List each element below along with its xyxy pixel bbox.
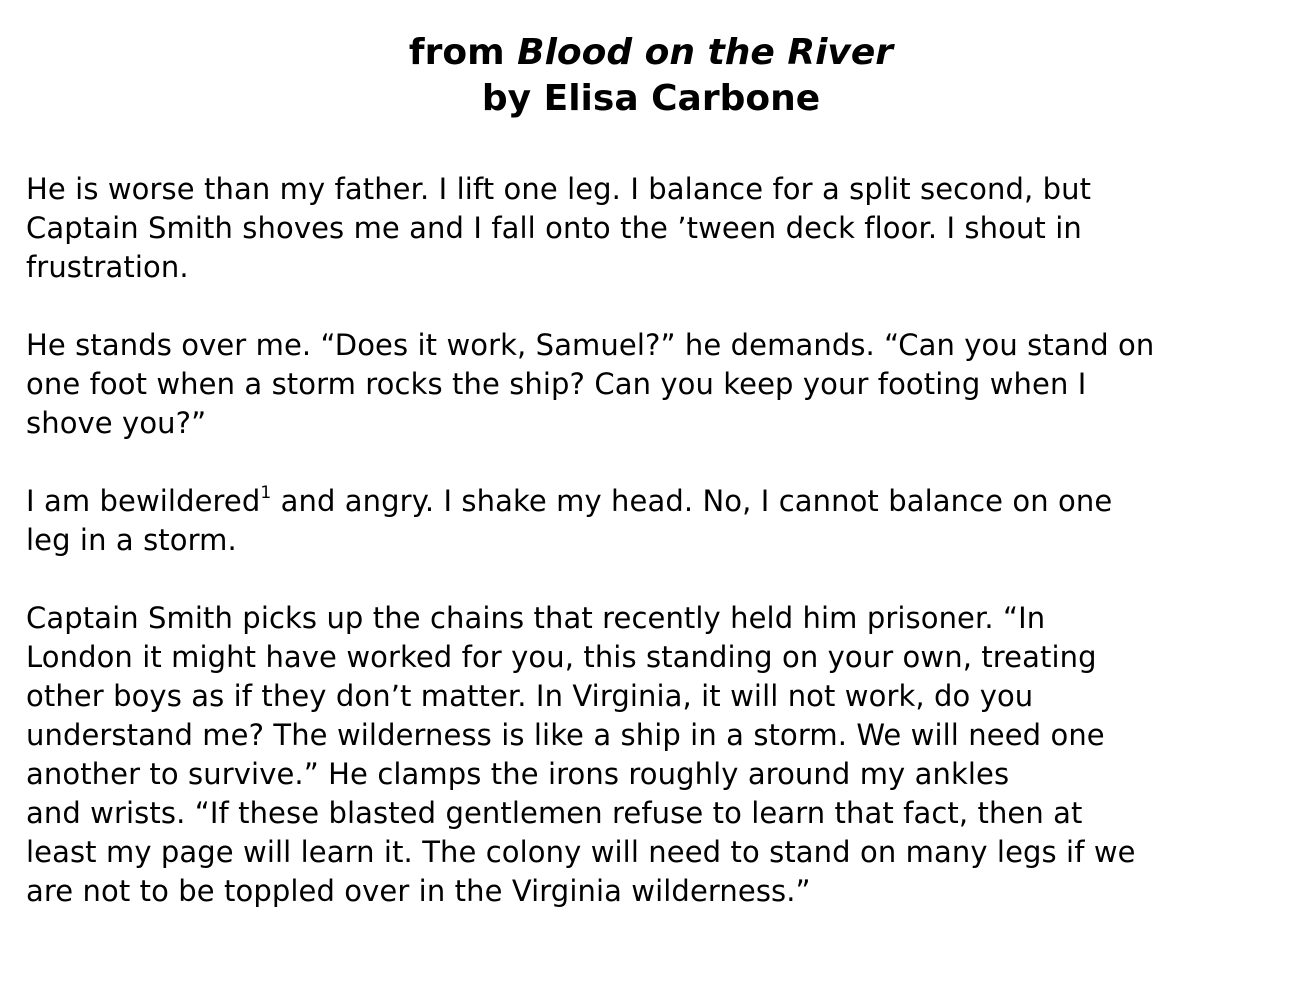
text-line: London it might have worked for you, this standing on your own, treating [26,640,1097,674]
footnote-marker: 1 [260,483,272,504]
paragraph-4 [26,599,1276,911]
text-line: Captain Smith picks up the chains that recently held him prisoner. “In [26,601,1046,635]
text-line: are not to be toppled over in the Virginia wilderness.” [26,874,811,908]
text-line: understand me? The wilderness is like a ship in a storm. We will need one [26,718,1105,752]
text-line: leg in a storm. [26,523,237,557]
text-line: He is worse than my father. I lift one leg. I balance for a split second, but [26,172,1092,206]
text-line: another to survive.” He clamps the irons roughly around my ankles [26,757,1010,791]
text-segment: I am bewildered [26,484,261,518]
text-line: frustration. [26,250,189,284]
paragraph-1 [26,170,1276,287]
text-segment: and angry. I shake my head. No, I cannot balance on one [271,484,1113,518]
title-prefix: from [408,32,518,73]
text-line: one foot when a storm rocks the ship? Can you keep your footing when I [26,367,1087,401]
paragraph-2 [26,326,1276,443]
text-line [26,482,1276,521]
author-byline: by Elisa Carbone [481,78,821,119]
text-line: and wrists. “If these blasted gentlemen refuse to learn that fact, then at [26,796,1083,830]
title-block [26,30,1276,122]
text-line: least my page will learn it. The colony will need to stand on many legs if we [26,835,1136,869]
title-line [26,30,1276,76]
paragraph-3 [26,482,1276,560]
text-line: Captain Smith shoves me and I fall onto the ’tween deck floor. I shout in [26,211,1082,245]
book-title: Blood on the River [517,32,894,73]
text-line: He stands over me. “Does it work, Samuel?” he demands. “Can you stand on [26,328,1155,362]
text-line: other boys as if they don’t matter. In Virginia, it will not work, do you [26,679,1034,713]
text-line: shove you?” [26,406,207,440]
